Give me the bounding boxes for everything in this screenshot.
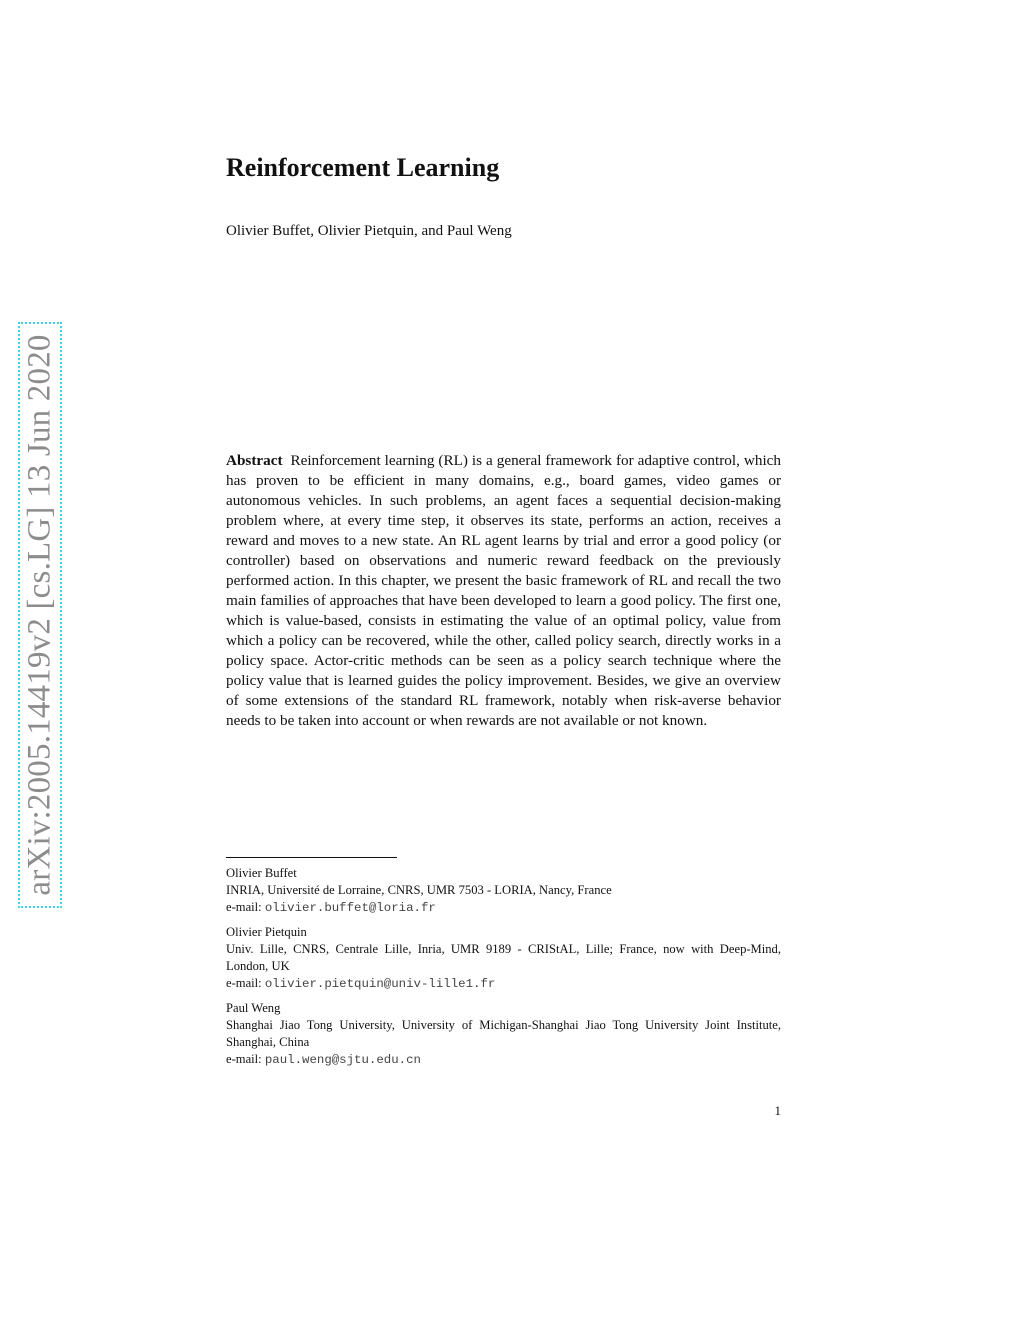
affiliation-institution: Univ. Lille, CNRS, Centrale Lille, Inria, UMR 9189 - CRIStAL, Lille; France, now with Deep-Mind, London, UK [226,942,781,973]
email-address[interactable]: olivier.buffet@loria.fr [264,901,436,915]
email-address[interactable]: paul.weng@sjtu.edu.cn [264,1053,421,1067]
affiliation-name: Olivier Pietquin [226,925,307,939]
affiliation-institution: Shanghai Jiao Tong University, University of Michigan-Shanghai Jiao Tong University Joint Institute, Shanghai, China [226,1018,781,1049]
abstract-text: Reinforcement learning (RL) is a general framework for adaptive control, which has proven to be efficient in many domains, e.g., board games, video games or autonomous vehicles. In such problems, an agent faces a sequential decision-making problem where, at every time step, it observes its state, performs an action, receives a reward and moves to a new state. An RL agent learns by trial and error a good policy (or controller) based on observations and numeric reward feedback on the previously performed action. In this chapter, we present the basic framework of RL and recall the two main families of approaches that have been developed to learn a good policy. The first one, which is value-based, consists in estimating the value of an optimal policy, value from which a policy can be recovered, while the other, called policy search, directly works in a policy space. Actor-critic methods can be seen as a policy search technique where the policy value that is learned guides the policy improvement. Besides, we give an overview of some extensions of the standard RL framework, notably when risk-averse behavior needs to be taken into account or when rewards are not available or not known. [226,452,781,729]
abstract [226,451,781,731]
author-affiliations [226,865,781,1076]
email-address[interactable]: olivier.pietquin@univ-lille1.fr [264,977,496,991]
email-label: e-mail: [226,1052,262,1066]
affiliation-name: Olivier Buffet [226,866,297,880]
affiliation-buffet [226,865,781,917]
page-number: 1 [774,1103,781,1118]
email-label: e-mail: [226,976,262,990]
affiliation-email-line [226,899,781,917]
arxiv-identifier-stamp [18,322,62,908]
arxiv-identifier-text: arXiv:2005.14419v2 [cs.LG] 13 Jun 2020 [21,334,58,896]
paper-title: Reinforcement Learning [226,153,500,182]
affiliation-institution: INRIA, Université de Lorraine, CNRS, UMR 7503 - LORIA, Nancy, France [226,883,612,897]
footnote-divider [226,857,397,858]
affiliation-email-line [226,1051,781,1069]
affiliation-email-line [226,975,781,993]
abstract-label: Abstract [226,452,283,469]
email-label: e-mail: [226,900,262,914]
affiliation-name: Paul Weng [226,1001,281,1015]
affiliation-weng [226,1000,781,1069]
author-list: Olivier Buffet, Olivier Pietquin, and Paul Weng [226,223,512,239]
affiliation-pietquin [226,924,781,993]
